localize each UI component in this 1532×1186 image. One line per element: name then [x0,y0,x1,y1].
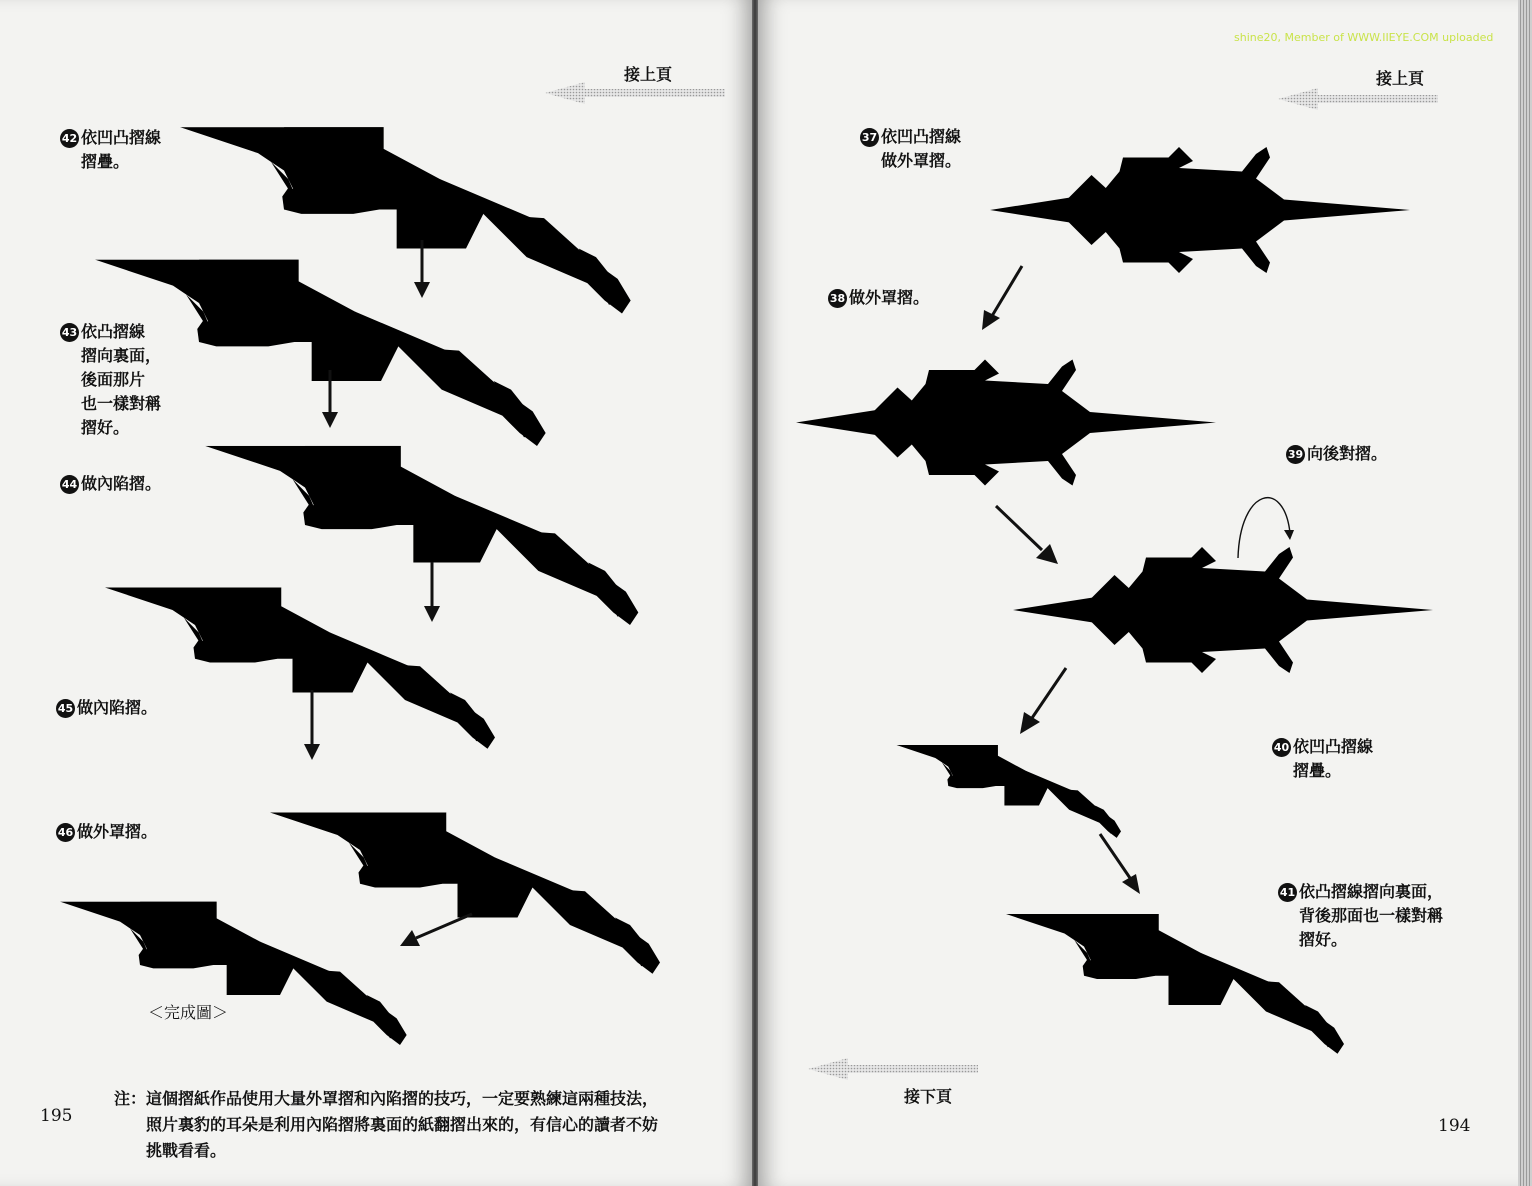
watermark: shine20, Member of WWW.IIEYE.COM uploaded [1234,31,1494,44]
step-number-badge: 40 [1272,738,1291,757]
note: 注：這個摺紙作品使用大量外罩摺和內陷摺的技巧，一定要熟練這兩種技法， 照片裏豹的耳朵是利用內陷摺將裏面的紙翻摺出來的，有信心的讀者不妨 挑戰看看。 [114,1089,659,1160]
diagram-step-38 [796,330,1216,515]
step-43-label: 43 依凸摺線 摺向裏面， 後面那片 也一樣對稱 摺好。 [61,322,162,437]
step-39-label: 39 向後對摺。 [1287,444,1388,463]
step-45-label: 45 做內陷摺。 [57,698,158,717]
turn-over-arc [1234,478,1294,558]
continue-label-left: 接上頁 [624,65,673,84]
diagonal-arrow [398,910,476,950]
step-44-label: 44 做內陷摺。 [61,474,162,493]
step-38-label: 38 做外罩摺。 [829,288,930,307]
diagram-step-37 [990,125,1410,295]
down-arrow [422,562,442,624]
right-page [758,0,1518,1186]
diagram-step-40 [816,745,1236,840]
step-number-badge: 38 [828,289,847,308]
left-page [0,0,752,1186]
continue-label-right: 接上頁 [1376,69,1425,88]
step-number-badge: 41 [1278,883,1297,902]
completed-label: ＜完成圖＞ [148,1003,229,1022]
diagonal-arrow [1096,830,1146,896]
step-number-badge: 44 [60,475,79,494]
step-number-badge: 46 [56,823,75,842]
diagonal-arrow [1014,666,1070,736]
step-number-badge: 39 [1286,445,1305,464]
step-number-badge: 45 [56,699,75,718]
step-42-label: 42 依凹凸摺線 摺疊。 [61,128,162,171]
continue-arrow-left [545,82,725,104]
next-page-label: 接下頁 [904,1087,953,1106]
page-number-right: 194 [1438,1116,1471,1136]
diagram-step-45 [105,570,555,770]
step-46-label: 46 做外罩摺。 [57,822,158,841]
step-40-label: 40 依凹凸摺線 摺疊。 [1273,737,1374,780]
step-number-badge: 43 [60,323,79,342]
step-41-label: 41 依凸摺線摺向裏面， 背後那面也一樣對稱 摺好。 [1279,882,1444,949]
down-arrow [320,370,340,430]
step-37-label: 37 依凹凸摺線 做外罩摺。 [861,127,962,170]
step-number-badge: 37 [860,128,879,147]
diagonal-arrow [976,264,1026,334]
page-edges [1518,0,1532,1186]
diagram-step-39 [1013,525,1433,695]
diagonal-arrow [992,502,1062,568]
diagram-completed [60,870,460,1080]
page-number-left: 195 [40,1106,73,1126]
next-page-arrow [808,1058,978,1080]
diagram-step-43 [95,255,615,455]
step-number-badge: 42 [60,129,79,148]
down-arrow [412,240,432,300]
continue-arrow-right [1278,88,1438,110]
down-arrow [302,690,322,762]
note-prefix: 注： [114,1089,147,1108]
